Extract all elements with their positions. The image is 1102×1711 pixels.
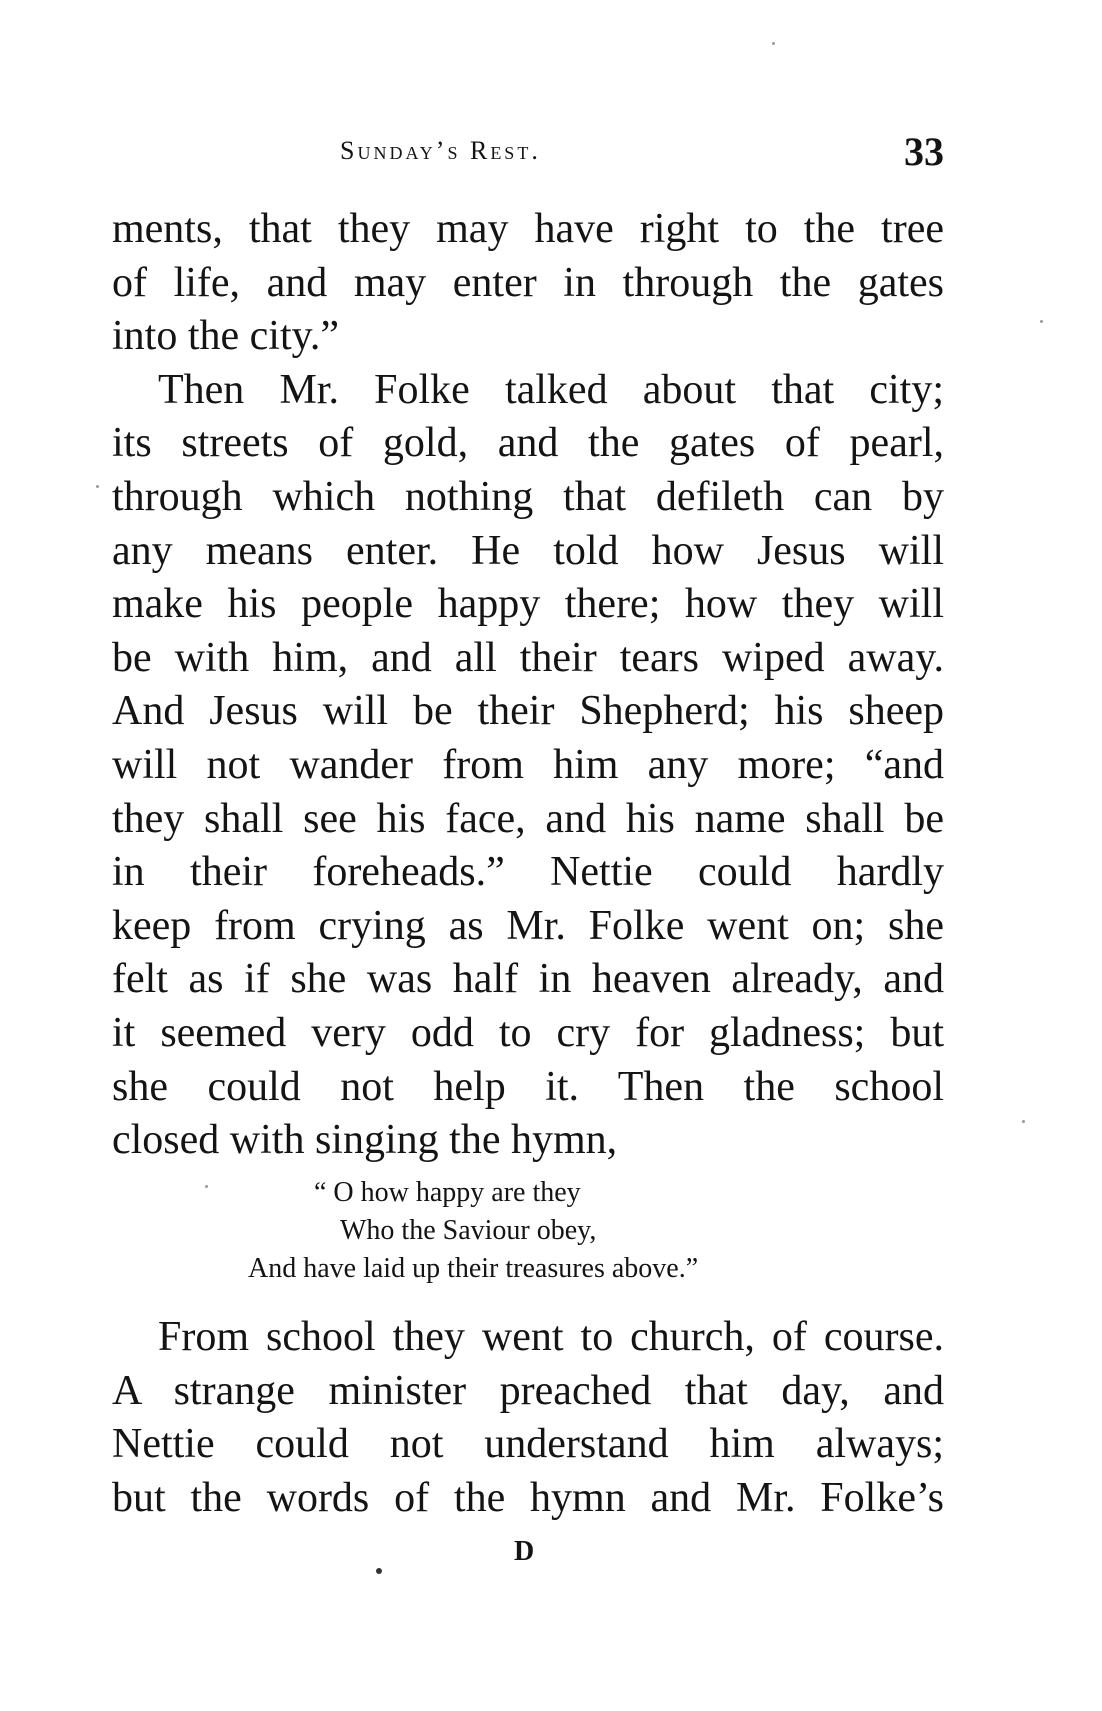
text-line: it seemed very odd to cry for gladness; but [112,1009,944,1056]
text-line: but the words of the hymn and Mr. Folke’s [112,1474,944,1521]
hymn-quotation [112,1174,944,1288]
text-line: And Jesus will be their Shepherd; his sheep [112,688,944,735]
text-line: Then Mr. Folke talked about that city; [158,366,944,413]
paper-speck [96,485,99,488]
text-line: make his people happy there; how they will [112,581,944,628]
body-text-bottom [112,1311,944,1525]
text-line: she could not help it. Then the school [112,1063,944,1110]
text-line: will not wander from him any more; “and [112,741,944,788]
text-line: ments, that they may have right to the tree [112,206,944,252]
text-line: felt as if she was half in heaven already, and [112,956,944,1003]
text-line: closed with singing the hymn, [112,1117,618,1164]
text-line: Nettie could not understand him always; [112,1421,944,1468]
text-line: they shall see his face, and his name shall be [112,795,944,842]
signature-mark: D [514,1536,535,1567]
paper-speck [205,1185,208,1188]
page-number: 33 [904,129,944,174]
text-line: through which nothing that defileth can by [112,473,944,520]
text-line: any means enter. He told how Jesus will [112,527,944,574]
hymn-line: Who the Saviour obey, [340,1215,597,1246]
hymn-line: “ O how happy are they [314,1177,581,1208]
hymn-line: And have laid up their treasures above.” [248,1253,699,1284]
running-title: Sunday’s Rest. [340,136,541,165]
text-line: in their foreheads.” Nettie could hardly [112,849,944,896]
running-head [112,128,944,178]
text-line: keep from crying as Mr. Folke went on; she [112,902,944,949]
text-line: its streets of gold, and the gates of pearl, [112,420,944,467]
paper-speck [772,42,775,45]
paper-speck [376,1568,382,1574]
paper-speck [1040,320,1043,323]
text-line: A strange minister preached that day, and [112,1367,944,1414]
text-line: be with him, and all their tears wiped away. [112,634,944,681]
text-line: of life, and may enter in through the gates [112,259,944,306]
text-line: into the city.” [112,313,340,360]
paper-speck [1022,1120,1025,1123]
text-line: From school they went to church, of course. [158,1314,944,1360]
body-text-top [112,203,944,1168]
